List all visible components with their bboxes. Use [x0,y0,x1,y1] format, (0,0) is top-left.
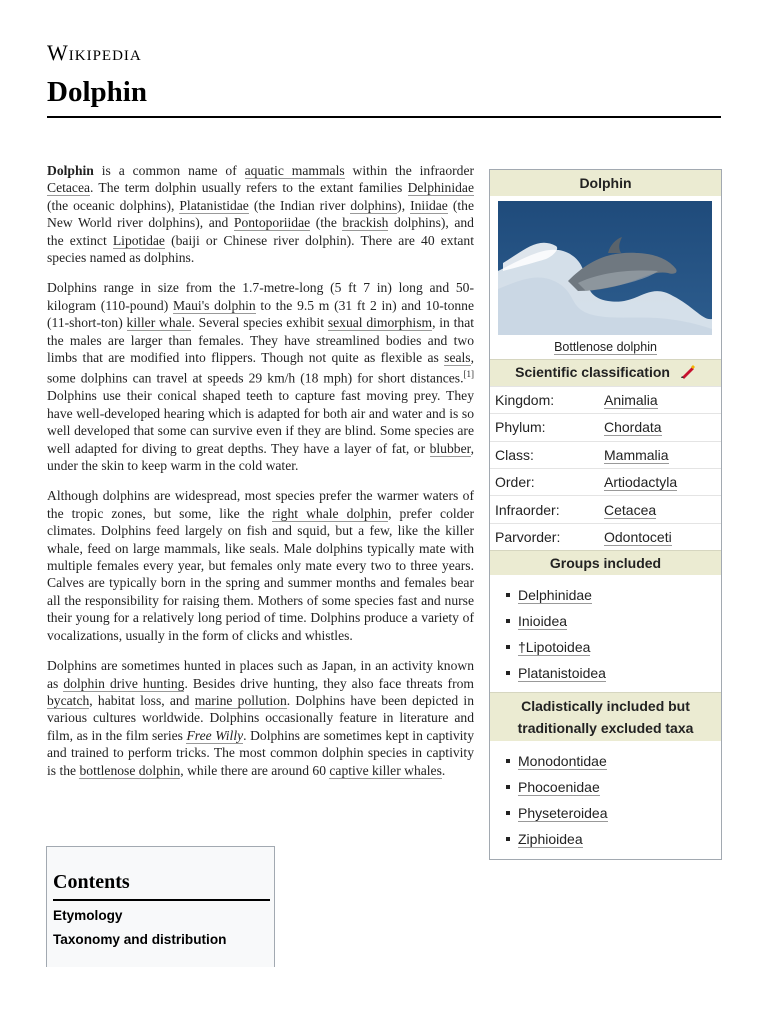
text-run: Although dolphins are widespread, most species prefer the warmer waters of the tropic zones, but some, like the [47,488,474,521]
text-run: , prefer colder climates. Dolphins feed largely on fish and squid, but a few, like the killer whale, feed on large mammals, like seals. Male dolphins typically mate with multiple females every year, but females only mate every two to three years. Calves are typically born in the spring and summer months and females bear all the responsibility for raising them. Mothers of some species fast and nurse their young for a relatively long period of time. Dolphins produce a variety of vocalizations, usually in the form of clicks and whistles. [47,505,475,643]
text-run: (the [310,215,343,231]
article-link[interactable]: Iniidae [410,197,448,213]
groups-list [490,575,721,692]
article-link[interactable]: seals [444,350,471,366]
text-run: ), [397,197,411,213]
classification-taxon-link[interactable]: Animalia [604,391,658,408]
taxon-link[interactable]: Platanistoidea [518,664,606,681]
cladistic-list [490,741,721,858]
article-link[interactable]: dolphin drive hunting [63,675,185,691]
classification-taxon-link[interactable]: Odontoceti [604,528,672,545]
taxon-link[interactable]: Inioidea [518,612,568,629]
classification-rows [490,386,721,550]
article-link[interactable]: Free Willy [186,727,244,743]
article-body [47,162,474,792]
article-link[interactable]: bottlenose dolphin [79,762,181,778]
taxon-link[interactable]: †Lipotoidea [518,638,591,655]
text-run: Dolphins are sometimes hunted in places such as Japan, in an activity known as [47,658,474,691]
classification-taxon-link[interactable]: Cetacea [604,501,657,518]
text-run: (baiji or Chinese river dolphin). There are 40 extant species named as dolphins. [47,232,474,266]
citation-link[interactable]: [1] [463,369,474,380]
image-caption[interactable] [490,337,721,359]
taxon-link[interactable]: Phocoenidae [518,779,600,796]
text-run: , under the skin to keep warm in the cold water. [47,440,474,474]
title-divider [47,116,721,118]
toc-item[interactable]: Taxonomy and distribution [53,932,227,947]
infobox-title: Dolphin [490,170,721,196]
text-run: Dolphins use their conical shaped teeth to capture fast moving prey. They have well-developed hearing which is adapted for both air and water and is so well developed that some can survive even if they are blind. Some species are well adapted for diving to great depths. They have a layer of fat, or [47,388,474,456]
article-link[interactable]: blubber [429,440,471,456]
text-run: (the Indian river [248,197,351,213]
text-run: to the 9.5 m (31 ft 2 in) and 10-tonne (11-short-ton) [47,297,474,331]
list-item [518,751,721,777]
article-link[interactable]: sexual dimorphism [327,315,433,331]
table-of-contents [46,846,275,967]
classification-taxon-link[interactable]: Mammalia [604,446,669,463]
list-item [518,829,721,855]
list-item [518,585,721,611]
image-caption-text: Bottlenose dolphin [554,340,657,354]
text-run: . Dolphins have been depicted in various cultures worldwide. Dolphins occasionally feature in literature and film, as in the film series [47,692,474,743]
taxon-link[interactable]: Physeteroidea [518,804,608,821]
dolphin-photo[interactable] [498,201,712,335]
taxon-link[interactable]: Delphinidae [518,587,592,604]
text-run: (the New World river dolphins), and [47,197,474,231]
article-link[interactable]: bycatch [47,692,90,708]
classification-rank: Kingdom: [495,391,555,408]
paragraph-2 [47,279,474,474]
paragraph-3 [47,487,474,644]
text-run: , some dolphins can travel at speeds 29 km/h (18 mph) for short distances. [47,350,474,386]
scientific-classification-label: Scientific classification [515,364,670,380]
wordmark-text: Wikipedia [47,40,142,65]
article-link[interactable]: Lipotidae [112,232,165,248]
infobox-image-wrap [490,196,721,337]
text-run: , habitat loss, and [89,692,195,708]
classification-rank: Parvorder: [495,528,561,545]
text-run: , in that the males are larger than females. They have streamlined bodies and two limbs that are modified into flippers. Though not quite as flexible as [47,315,475,366]
article-link[interactable]: right whale dolphin [272,505,389,521]
text-run: dolphins), and the extinct [47,215,474,248]
article-link[interactable]: Delphinidae [407,180,474,196]
scientific-classification-header [490,359,721,386]
classification-rank: Phylum: [495,419,546,436]
classification-row [490,523,721,550]
toc-title: Contents [53,871,270,901]
classification-rank: Order: [495,474,535,491]
article-link[interactable]: brackish [342,215,389,231]
list-item [518,663,721,689]
classification-taxon-link[interactable]: Artiodactyla [604,474,678,491]
taxon-link[interactable]: Monodontidae [518,753,607,770]
paragraph-1 [47,162,474,266]
classification-row [490,495,721,522]
groups-included-header: Groups included [490,550,721,575]
text-run: . Dolphins are sometimes kept in captivity and trained to perform tricks. The most common dolphin species in captivity is the [47,727,474,778]
classification-row [490,441,721,468]
article-link[interactable]: Maui's dolphin [173,297,256,313]
dolphin-photo-graphic [498,201,712,335]
article-link[interactable]: Platanistidae [179,197,249,213]
classification-row [490,386,721,413]
bold-term: Dolphin [47,163,94,178]
list-item [518,611,721,637]
list-item [518,637,721,663]
classification-row [490,468,721,495]
toc-item[interactable]: Etymology [53,908,123,923]
article-link[interactable]: Cetacea [47,180,91,196]
list-item [518,777,721,803]
cladistic-header: Cladistically included but traditionally excluded taxa [490,692,721,741]
text-run: within the infraorder [344,163,474,178]
text-run: , while there are around 60 [180,762,330,778]
taxon-link[interactable]: Ziphioidea [518,830,583,847]
classification-rank: Infraorder: [495,501,560,518]
text-run: (the oceanic dolphins), [47,197,180,213]
article-link[interactable]: aquatic mammals [244,163,345,178]
paragraph-4 [47,657,474,779]
text-run: . Besides drive hunting, they also face threats from [184,675,474,691]
article-link[interactable]: dolphins [350,197,398,213]
edit-pencil-icon[interactable] [680,365,696,382]
pencil-graphic [680,365,696,379]
text-run: . [441,762,446,778]
article-link[interactable]: captive killer whales [329,762,442,778]
page-title: Dolphin [47,76,147,108]
classification-row [490,413,721,440]
text-run: . The term dolphin usually refers to the extant families [90,180,408,196]
wikipedia-wordmark[interactable] [47,40,142,66]
toc-items [47,907,274,949]
classification-rank: Class: [495,446,534,463]
infobox [489,169,722,860]
list-item [518,803,721,829]
text-run: Dolphins range in size from the 1.7-metre-long (5 ft 7 in) long and 50-kilogram (110-pound) [47,280,474,313]
article-link[interactable]: killer whale [126,315,192,331]
article-link[interactable]: marine pollution [194,692,287,708]
text-run: . Several species exhibit [191,315,328,331]
classification-taxon-link[interactable]: Chordata [604,419,662,436]
text-run: is a common name of [93,163,245,178]
article-link[interactable]: Pontoporiidae [233,215,311,231]
